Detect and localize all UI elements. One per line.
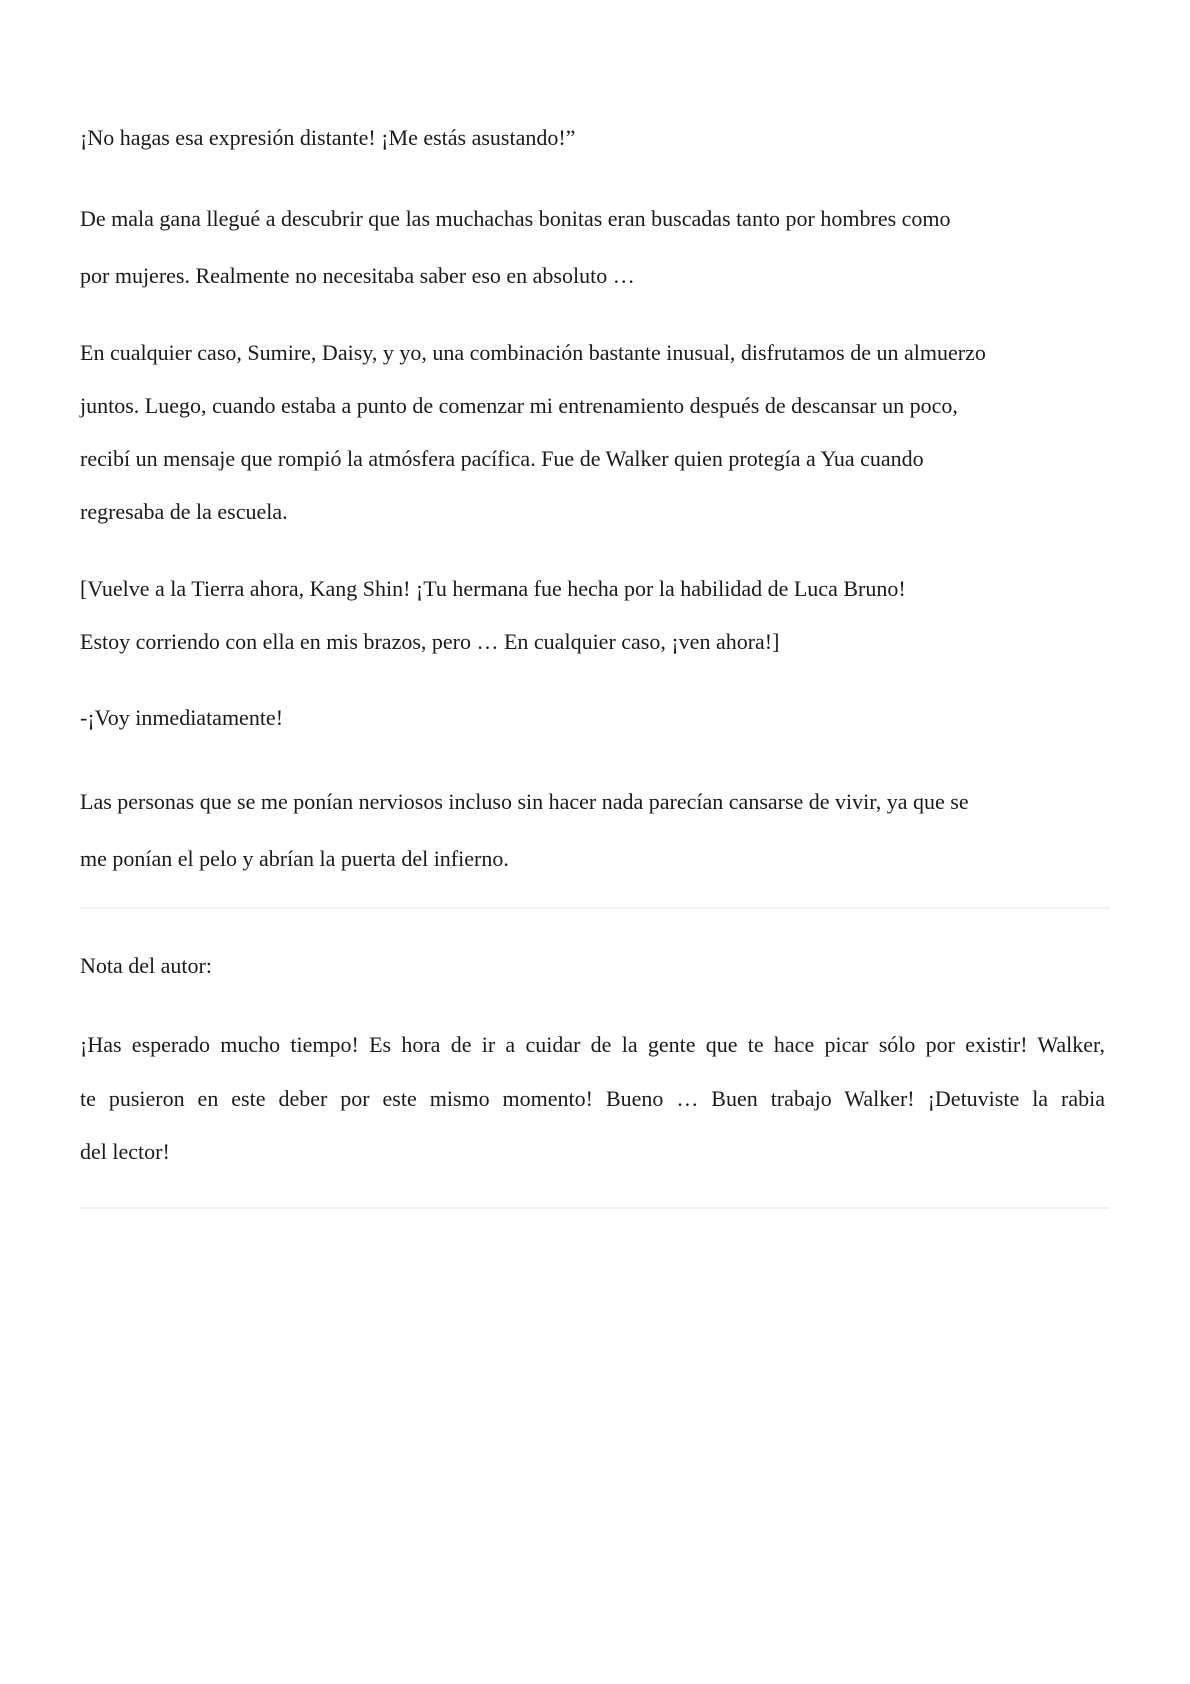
paragraph-line: regresaba de la escuela. <box>80 499 288 524</box>
paragraph-line: por mujeres. Realmente no necesitaba saber eso en absoluto … <box>80 263 635 288</box>
paragraph-line: Estoy corriendo con ella en mis brazos, pero … En cualquier caso, ¡ven ahora!] <box>80 629 780 654</box>
paragraph-line: En cualquier caso, Sumire, Daisy, y yo, una combinación bastante inusual, disfrutamos de un almuerzo <box>80 340 986 365</box>
author-note-line: del lector! <box>80 1139 170 1164</box>
section-divider <box>80 907 1110 909</box>
paragraph-line: [Vuelve a la Tierra ahora, Kang Shin! ¡Tu hermana fue hecha por la habilidad de Luca Bruno! <box>80 576 906 601</box>
author-note-heading: Nota del autor: <box>80 953 212 978</box>
paragraph-line: -¡Voy inmediatamente! <box>80 705 284 730</box>
paragraph-line: Las personas que se me ponían nerviosos incluso sin hacer nada parecían cansarse de vivir, ya que se <box>80 789 969 814</box>
author-note-line: ¡Has esperado mucho tiempo! Es hora de ir a cuidar de la gente que te hace picar sólo por existir! Walker, <box>80 1032 1105 1057</box>
paragraph-line: De mala gana llegué a descubrir que las muchachas bonitas eran buscadas tanto por hombres como <box>80 206 951 231</box>
paragraph-line: me ponían el pelo y abrían la puerta del infierno. <box>80 846 509 871</box>
author-note-line: te pusieron en este deber por este mismo momento! Bueno … Buen trabajo Walker! ¡Detuviste la rabia <box>80 1086 1105 1111</box>
paragraph-line: ¡No hagas esa expresión distante! ¡Me estás asustando!” <box>80 125 576 150</box>
section-divider <box>80 1207 1110 1209</box>
paragraph-line: juntos. Luego, cuando estaba a punto de comenzar mi entrenamiento después de descansar un poco, <box>80 393 958 418</box>
paragraph-line: recibí un mensaje que rompió la atmósfera pacífica. Fue de Walker quien protegía a Yua cuando <box>80 446 924 471</box>
